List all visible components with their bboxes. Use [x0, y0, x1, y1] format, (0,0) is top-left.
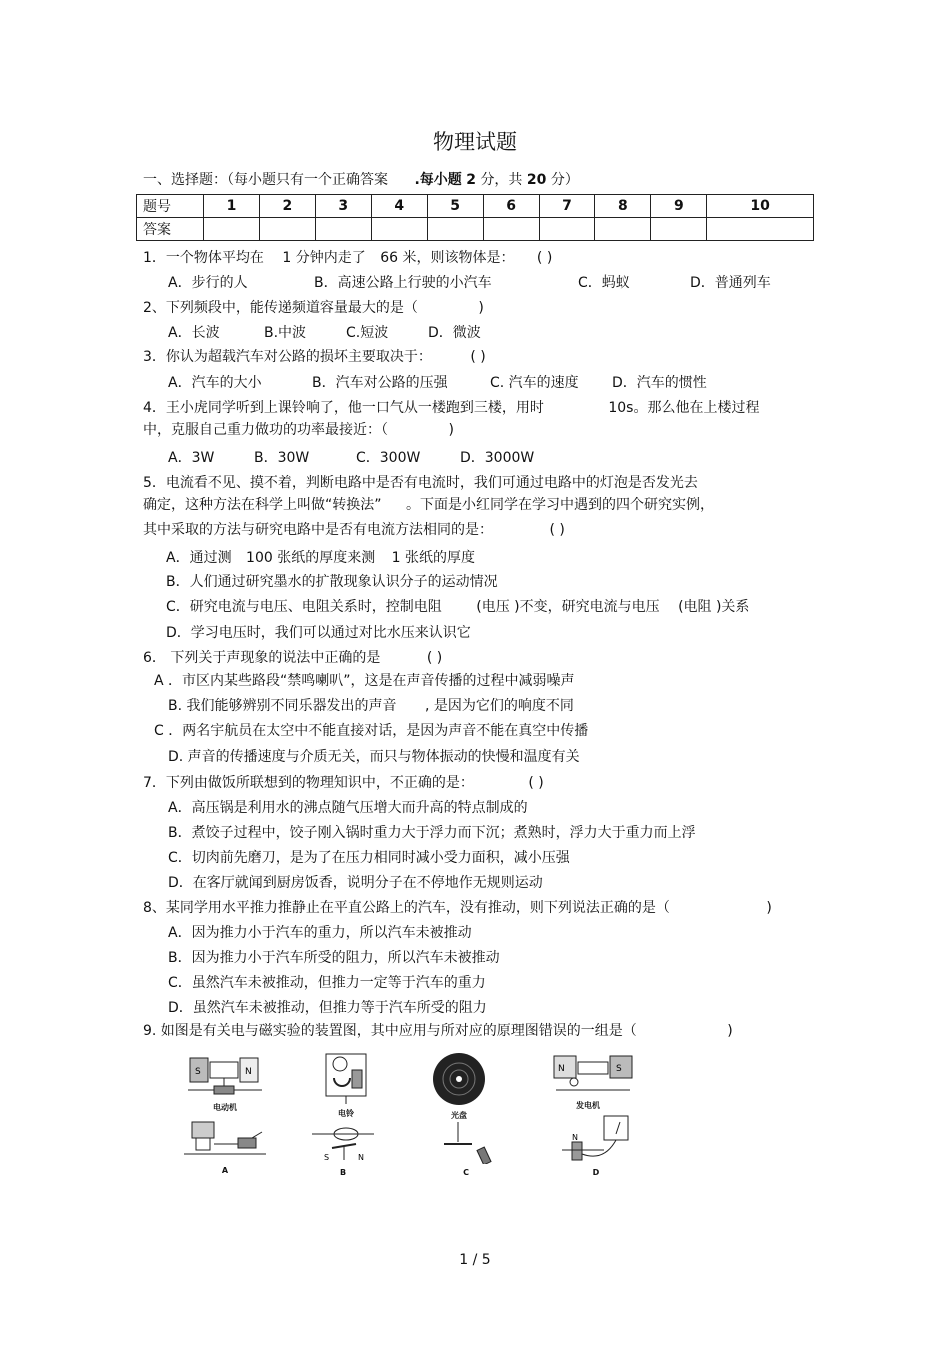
section-heading-e: 20 — [526, 172, 547, 188]
q1-stem-a: 1．一个物体平均在 — [143, 250, 264, 266]
q4-stem-a: 4．王小虎同学听到上课铃响了，他一口气从一楼跑到三楼，用时 — [143, 400, 544, 416]
q5-option-c-1: C．研究电流与电压、电阻关系时，控制电阻 — [166, 599, 442, 615]
q2-option-d: D．微波 — [428, 325, 481, 341]
answer-table-number: 9 — [651, 195, 707, 218]
q7-option-b: B．煮饺子过程中，饺子刚入锅时重力大于浮力而下沉；煮熟时，浮力大于重力而上浮 — [168, 825, 696, 841]
figure-c-label: C — [463, 1168, 469, 1177]
q5-stem-l2a: 确定，这种方法在科学上叫做“转换法” — [143, 497, 382, 513]
bell-caption: 电铃 — [338, 1109, 354, 1118]
q9-paren: ) — [727, 1023, 733, 1039]
section-heading — [143, 171, 579, 189]
section-heading-a: 一、选择题：（每小题只有一个正确答案 — [143, 172, 388, 188]
q3-stem-text: 3．你认为超载汽车对公路的损坏主要取决于： — [143, 349, 432, 365]
q6-option-b — [168, 697, 574, 715]
q7-option-c: C．切肉前先磨刀，是为了在压力相同时减小受力面积，减小压强 — [168, 850, 570, 866]
q3-option-c: C. 汽车的速度 — [490, 375, 579, 391]
q5-option-a — [166, 549, 475, 567]
generator-caption: 发电机 — [576, 1101, 600, 1110]
page-title: 物理试题 — [433, 130, 517, 154]
q6-option-c: C ．两名宇航员在太空中不能直接对话，是因为声音不能在真空中传播 — [154, 723, 589, 739]
q3-option-a: A．汽车的大小 — [168, 375, 262, 391]
generator-figure — [552, 1052, 634, 1114]
q7-stem-text: 7．下列由做饭所联想到的物理知识中，不正确的是： — [143, 775, 474, 791]
figure-d-drawing — [558, 1114, 634, 1164]
q8-option-c: C．虽然汽车未被推动，但推力一定等于汽车的重力 — [168, 975, 486, 991]
figure-c — [436, 1120, 496, 1180]
q2-stem — [143, 299, 484, 317]
q5-option-a-1: A．通过测 — [166, 550, 232, 566]
answer-table-number: 8 — [595, 195, 651, 218]
answer-cell[interactable] — [539, 218, 595, 241]
q4-stem-c: 中，克服自己重力做功的功率最接近：（ — [143, 422, 388, 438]
motor-device-drawing — [184, 1052, 266, 1098]
answer-table-number: 5 — [427, 195, 483, 218]
figure-a — [182, 1118, 268, 1180]
answer-table-label-number: 题号 — [137, 195, 204, 218]
q5-stem-line3 — [143, 521, 565, 539]
q1-stem-c: 66 米，则该物体是： — [380, 250, 515, 266]
q9-stem — [143, 1022, 733, 1040]
q5-stem-line2 — [143, 496, 714, 514]
q5-option-c-2: (电压 )不变，研究电流与电压 — [476, 599, 660, 615]
answer-table-number: 4 — [371, 195, 427, 218]
q5-option-c-3: (电阻 )关系 — [678, 599, 750, 615]
q7-option-a: A．高压锅是利用水的沸点随气压增大而升高的特点制成的 — [168, 800, 528, 816]
q4-option-a: A．3W — [168, 450, 215, 466]
answer-cell[interactable] — [595, 218, 651, 241]
answer-cell[interactable] — [204, 218, 260, 241]
q4-option-d: D．3000W — [460, 450, 535, 466]
q5-option-b: B．人们通过研究墨水的扩散现象认识分子的运动情况 — [166, 574, 498, 590]
q6-option-b-2: , 是因为它们的响度不同 — [424, 698, 574, 714]
figure-d-pole-n: N — [572, 1133, 578, 1142]
q1-stem-b: 1 分钟内走了 — [282, 250, 366, 266]
disc-figure — [426, 1052, 492, 1118]
q2-paren: ) — [478, 300, 484, 316]
q6-option-b-1: B. 我们能够辨别不同乐器发出的声音 — [168, 698, 397, 714]
figure-d-label: D — [592, 1168, 600, 1177]
figure-b-label: B — [339, 1168, 347, 1177]
answer-cell[interactable] — [651, 218, 707, 241]
q7-option-d: D．在客厅就闻到厨房饭香，说明分子在不停地作无规则运动 — [168, 875, 543, 891]
motor-figure — [184, 1052, 266, 1112]
generator-magnet-s: S — [616, 1064, 622, 1074]
q3-option-d: D．汽车的惯性 — [612, 375, 707, 391]
q1-option-c: C．蚂蚁 — [578, 275, 630, 291]
q8-option-b: B．因为推力小于汽车所受的阻力，所以汽车未被推动 — [168, 950, 500, 966]
section-heading-c: 2 — [466, 172, 476, 188]
generator-magnet-n: N — [558, 1064, 565, 1074]
answer-cell[interactable] — [259, 218, 315, 241]
q2-stem-text: 2、下列频段中，能传递频道容量最大的是（ — [143, 300, 418, 316]
answer-table-header-row — [137, 195, 814, 218]
motor-magnet-s: S — [195, 1067, 201, 1077]
q4-stem-b: 10s。那么他在上楼过程 — [608, 400, 760, 416]
q5-stem-l2b: 。下面是小红同学在学习中遇到的四个研究实例， — [405, 497, 714, 513]
q8-option-d: D．虽然汽车未被推动，但推力等于汽车所受的阻力 — [168, 1000, 487, 1016]
figure-b — [310, 1122, 376, 1180]
answer-table-number: 3 — [315, 195, 371, 218]
q5-stem-l3: 其中采取的方法与研究电路中是否有电流方法相同的是： — [143, 522, 493, 538]
figure-a-label: A — [221, 1166, 229, 1175]
q8-stem-text: 8、某同学用水平推力推静止在平直公路上的汽车，没有推动，则下列说法正确的是（ — [143, 900, 670, 916]
q3-stem — [143, 348, 486, 366]
q8-option-a: A．因为推力小于汽车的重力，所以汽车未被推动 — [168, 925, 472, 941]
answer-table-number: 2 — [259, 195, 315, 218]
q1-option-d: D．普通列车 — [690, 275, 771, 291]
q1-option-a: A．步行的人 — [168, 275, 248, 291]
bell-device-drawing — [316, 1052, 376, 1104]
q8-paren: ) — [766, 900, 772, 916]
q6-stem — [143, 649, 442, 667]
answer-cell[interactable] — [315, 218, 371, 241]
q2-option-b: B.中波 — [264, 325, 307, 341]
disc-caption: 光盘 — [451, 1111, 467, 1120]
page-number: 1 / 5 — [459, 1252, 491, 1268]
q4-option-b: B．30W — [254, 450, 310, 466]
answer-cell[interactable] — [427, 218, 483, 241]
answer-table-number: 7 — [539, 195, 595, 218]
q3-paren: ( ) — [470, 349, 486, 365]
q6-stem-text: 6． 下列关于声现象的说法中正确的是 — [143, 650, 381, 666]
q7-paren: ( ) — [528, 775, 544, 791]
q5-option-a-2: 100 张纸的厚度来测 — [246, 550, 376, 566]
q9-stem-text: 9. 如图是有关电与磁实验的装置图，其中应用与所对应的原理图错误的一组是（ — [143, 1023, 637, 1039]
q5-option-a-3: 1 张纸的厚度 — [391, 550, 476, 566]
q1-stem — [143, 249, 552, 267]
q1-paren: ( ) — [536, 250, 553, 266]
q4-paren: ) — [448, 422, 454, 438]
bell-figure — [316, 1052, 376, 1116]
q2-option-a: A．长波 — [168, 325, 220, 341]
q2-option-c: C.短波 — [346, 325, 389, 341]
section-heading-b: .每小题 — [414, 172, 462, 188]
q5-stem-line1: 5．电流看不见、摸不着，判断电路中是否有电流时，我们可通过电路中的灯泡是否发光去 — [143, 475, 698, 491]
q7-stem — [143, 774, 544, 792]
q4-stem-line1 — [143, 399, 759, 417]
q5-option-d: D．学习电压时，我们可以通过对比水压来认识它 — [166, 625, 471, 641]
q5-paren: ( ) — [549, 522, 565, 538]
section-heading-d: 分，共 — [480, 172, 523, 188]
q1-option-b: B．高速公路上行驶的小汽车 — [314, 275, 492, 291]
q5-option-c — [166, 598, 749, 616]
figure-d — [558, 1114, 634, 1180]
answer-table-answer-row — [137, 218, 814, 241]
q4-stem-line2 — [143, 421, 454, 439]
figure-a-drawing — [182, 1118, 268, 1162]
q6-option-d: D. 声音的传播速度与介质无关，而只与物体振动的快慢和温度有关 — [168, 749, 580, 765]
answer-table — [136, 194, 814, 241]
figure-c-drawing — [436, 1120, 496, 1164]
q8-stem — [143, 899, 772, 917]
q6-paren: ( ) — [426, 650, 443, 666]
motor-caption: 电动机 — [213, 1103, 237, 1112]
figure-b-pole-s: S — [324, 1153, 330, 1162]
answer-cell[interactable] — [371, 218, 427, 241]
answer-cell[interactable] — [483, 218, 539, 241]
answer-table-number: 10 — [707, 195, 814, 218]
figure-b-pole-n: N — [358, 1153, 364, 1162]
answer-table-label-answer: 答案 — [137, 218, 204, 241]
answer-cell[interactable] — [707, 218, 814, 241]
q4-option-c: C．300W — [356, 450, 421, 466]
q3-option-b: B．汽车对公路的压强 — [312, 375, 448, 391]
section-heading-f: 分） — [550, 172, 579, 188]
generator-device-drawing — [552, 1052, 634, 1096]
motor-magnet-n: N — [245, 1067, 252, 1077]
answer-table-number: 6 — [483, 195, 539, 218]
figure-b-drawing — [310, 1122, 376, 1164]
disc-drawing — [426, 1052, 492, 1106]
q6-option-a: A ．市区内某些路段“禁鸣喇叭”，这是在声音传播的过程中减弱噪声 — [154, 673, 575, 689]
answer-table-number: 1 — [204, 195, 260, 218]
